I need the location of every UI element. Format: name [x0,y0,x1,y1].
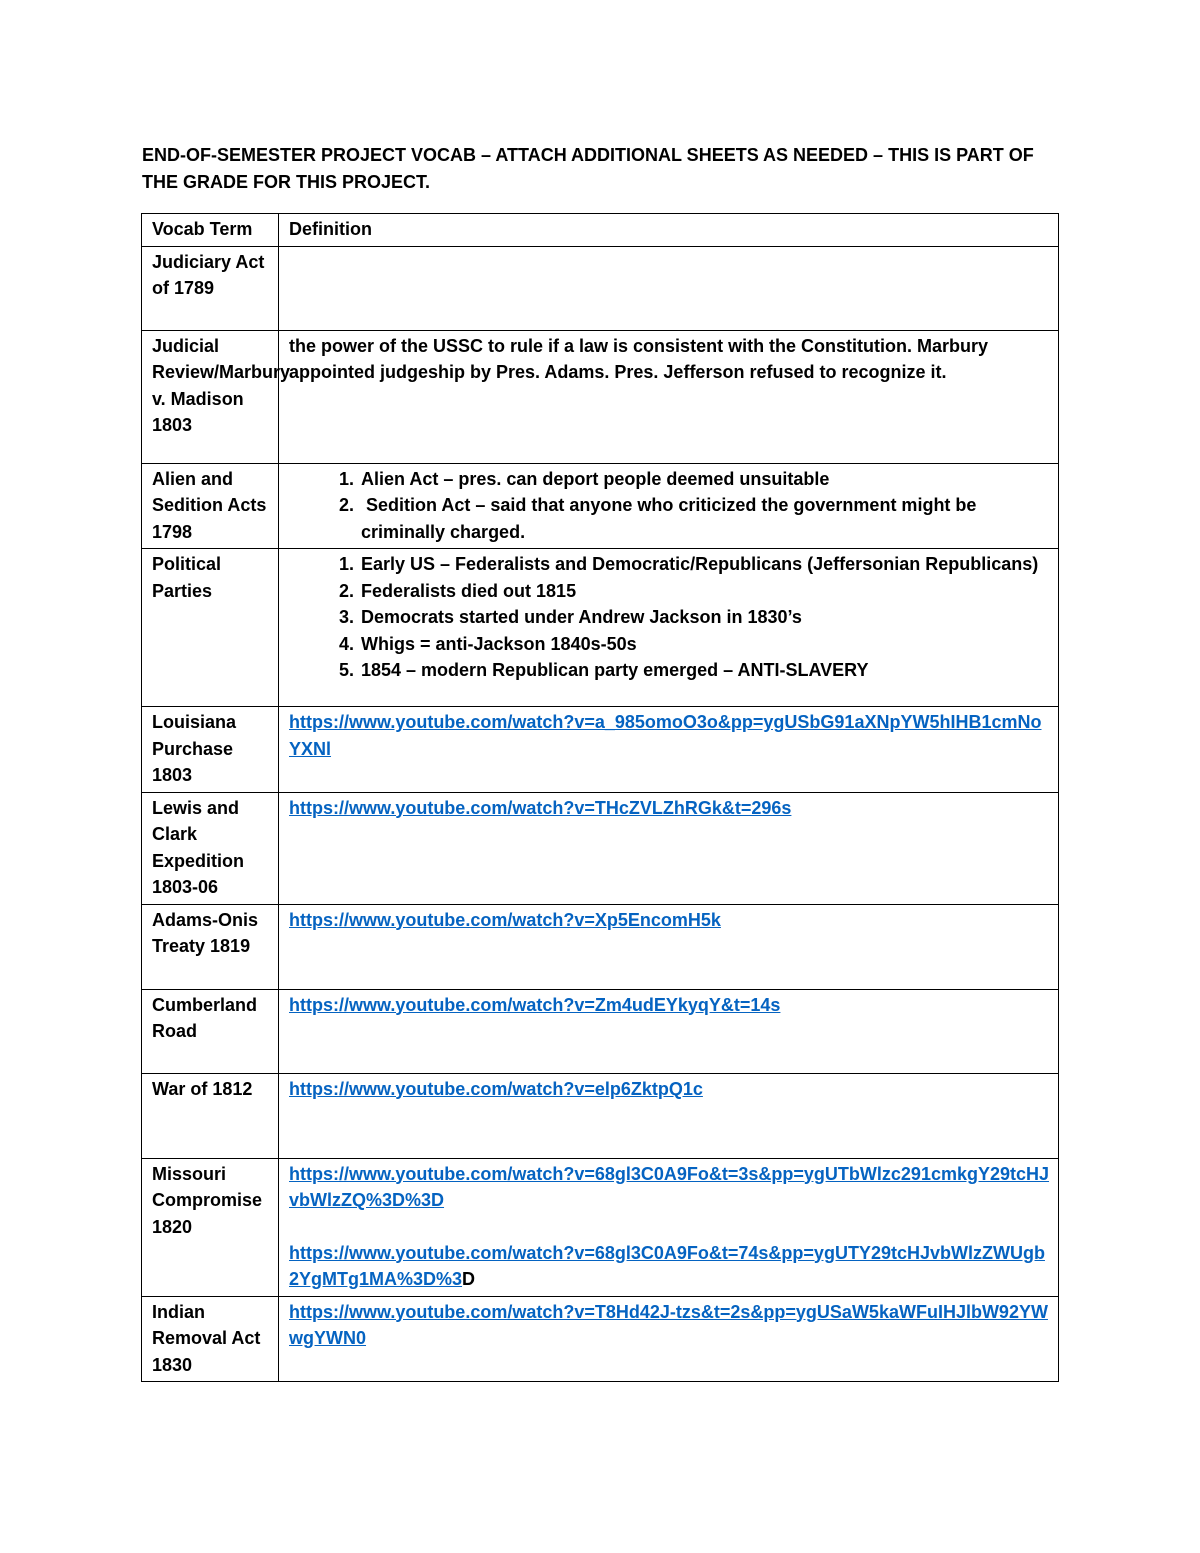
vocab-definition [279,549,1059,707]
definition-list [289,551,1050,684]
vocab-term: Alien and Sedition Acts 1798 [142,463,279,549]
vocab-definition [279,792,1059,904]
list-item: 5. 1854 – modern Republican party emerged – ANTI-SLAVERY [359,657,1050,684]
table-row [142,246,1059,330]
youtube-link[interactable]: https://www.youtube.com/watch?v=a_985omoO3o&pp=ygUSbG91aXNpYW5hIHB1cmNoYXNl [289,712,1042,759]
table-row [142,792,1059,904]
vocab-term: Louisiana Purchase 1803 [142,707,279,793]
spacer [289,1214,1050,1240]
youtube-link[interactable]: https://www.youtube.com/watch?v=THcZVLZhRGk&t=296s [289,797,792,818]
vocab-definition [279,904,1059,989]
vocab-term: Cumberland Road [142,989,279,1073]
table-row [142,1296,1059,1382]
table-row [142,1073,1059,1158]
vocab-term: Lewis and Clark Expedition 1803-06 [142,792,279,904]
vocab-definition [279,989,1059,1073]
vocab-table [141,213,1059,1382]
vocab-definition [279,707,1059,793]
vocab-definition [279,463,1059,549]
vocab-definition [279,1296,1059,1382]
table-row [142,463,1059,549]
vocab-term: Adams-Onis Treaty 1819 [142,904,279,989]
table-row [142,330,1059,463]
list-item: 3. Democrats started under Andrew Jackson in 1830’s [359,604,1050,631]
list-item: 2. Sedition Act – said that anyone who criticized the government might be criminally charged. [359,492,1050,545]
vocab-definition: the power of the USSC to rule if a law is consistent with the Constitution. Marbury appointed judgeship by Pres. Adams. Pres. Jefferson refused to recognize it. [279,330,1059,463]
youtube-link[interactable]: https://www.youtube.com/watch?v=T8Hd42J-tzs&t=2s&pp=ygUSaW5kaWFuIHJlbW92YWwgYWN0 [289,1301,1048,1348]
vocab-definition [279,246,1059,330]
vocab-definition [279,1073,1059,1158]
link-suffix-text: D [462,1269,476,1289]
vocab-term: Judicial Review/Marbury v. Madison 1803 [142,330,279,463]
list-item: 1. Alien Act – pres. can deport people deemed unsuitable [359,466,1050,493]
vocab-definition [279,1158,1059,1296]
table-row [142,904,1059,989]
vocab-term: War of 1812 [142,1073,279,1158]
youtube-link[interactable]: https://www.youtube.com/watch?v=Zm4udEYkyqY&t=14s [289,994,781,1015]
vocab-term: Indian Removal Act 1830 [142,1296,279,1382]
vocab-term: Political Parties [142,549,279,707]
youtube-link[interactable]: https://www.youtube.com/watch?v=68gl3C0A9Fo&t=3s&pp=ygUTbWlzc291cmkgY29tcHJvbWlzZQ%3D%3D [289,1163,1050,1210]
youtube-link[interactable]: https://www.youtube.com/watch?v=68gl3C0A9Fo&t=74s&pp=ygUTY29tcHJvbWlzZWUgb2YgMTg1MA%3D%3 [289,1242,1045,1289]
list-item: 4. Whigs = anti-Jackson 1840s-50s [359,631,1050,658]
table-header-row [142,214,1059,247]
table-row [142,707,1059,793]
list-item: 2. Federalists died out 1815 [359,578,1050,605]
definition-list [289,466,1050,546]
page-title: END-OF-SEMESTER PROJECT VOCAB – ATTACH ADDITIONAL SHEETS AS NEEDED – THIS IS PART OF THE GRADE FOR THIS PROJECT. [142,145,1034,192]
youtube-link[interactable]: https://www.youtube.com/watch?v=elp6ZktpQ1c [289,1078,703,1099]
vocab-term: Missouri Compromise 1820 [142,1158,279,1296]
youtube-link[interactable]: https://www.youtube.com/watch?v=Xp5EncomH5k [289,909,721,930]
table-row [142,989,1059,1073]
table-row [142,549,1059,707]
list-item: 1. Early US – Federalists and Democratic/Republicans (Jeffersonian Republicans) [359,551,1050,578]
table-row [142,1158,1059,1296]
column-header-definition: Definition [279,214,1059,247]
vocab-term: Judiciary Act of 1789 [142,246,279,330]
column-header-term: Vocab Term [142,214,279,247]
